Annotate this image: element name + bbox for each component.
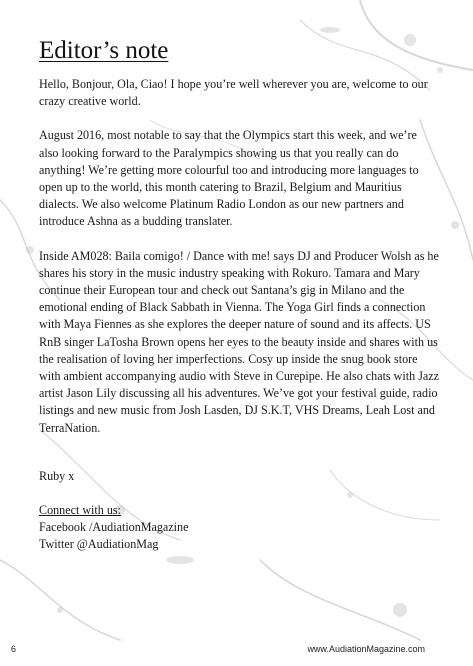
editor-note-content bbox=[39, 36, 439, 571]
website-link[interactable]: www.AudiationMagazine.com bbox=[307, 644, 425, 654]
intro-paragraph: August 2016, most notable to say that the Olympics start this week, and we’re also looking forward to the Paralympics showing us that you really can do anything! We’re getting more colourful too and introducing more languages to open up to the world, this month catering to Brazil, Belgium and Mauritius dialects. We also welcome Platinum Radio London as our new partners and introduce Ashna as a budding translater. bbox=[39, 128, 419, 229]
connect-section bbox=[39, 502, 439, 554]
greeting-paragraph: Hello, Bonjour, Ola, Ciao! I hope you’re well wherever you are, welcome to our crazy creative world. bbox=[39, 77, 428, 109]
connect-heading: Connect with us: bbox=[39, 503, 121, 518]
twitter-link[interactable]: Twitter @AudiationMag bbox=[39, 537, 159, 552]
issue-summary-paragraph: Inside AM028: Baila comigo! / Dance with me! says DJ and Producer Wolsh as he shares his story in the music industry speaking with Rokuro. Tamara and Mary continue their European tour and check out Santana’s gig in Milano and the emotional ending of Black Sabbath in Vienna. The Yoga Girl finds a connection with Maya Fiennes as she explores the deeper nature of sound and its affects. US RnB singer LaTosha Brown opens her eyes to the beauty inside and shares with us the realisation of loving her imperfections. Cosy up inside the snug book store with ambient accompanying audio with Steve in Curepipe. He also chats with Jazz artist Jason Lily discussing all his adventures. We’ve got your festival guide, radio listings and new music from Josh Lasden, DJ S.K.T, VHS Dreams, Leah Lost and TerraNation. bbox=[39, 248, 439, 435]
page-number: 6 bbox=[11, 644, 17, 654]
signoff: Ruby x bbox=[39, 468, 75, 483]
facebook-link[interactable]: Facebook /AudiationMagazine bbox=[39, 520, 189, 535]
page-title: Editor’s note bbox=[39, 37, 169, 64]
